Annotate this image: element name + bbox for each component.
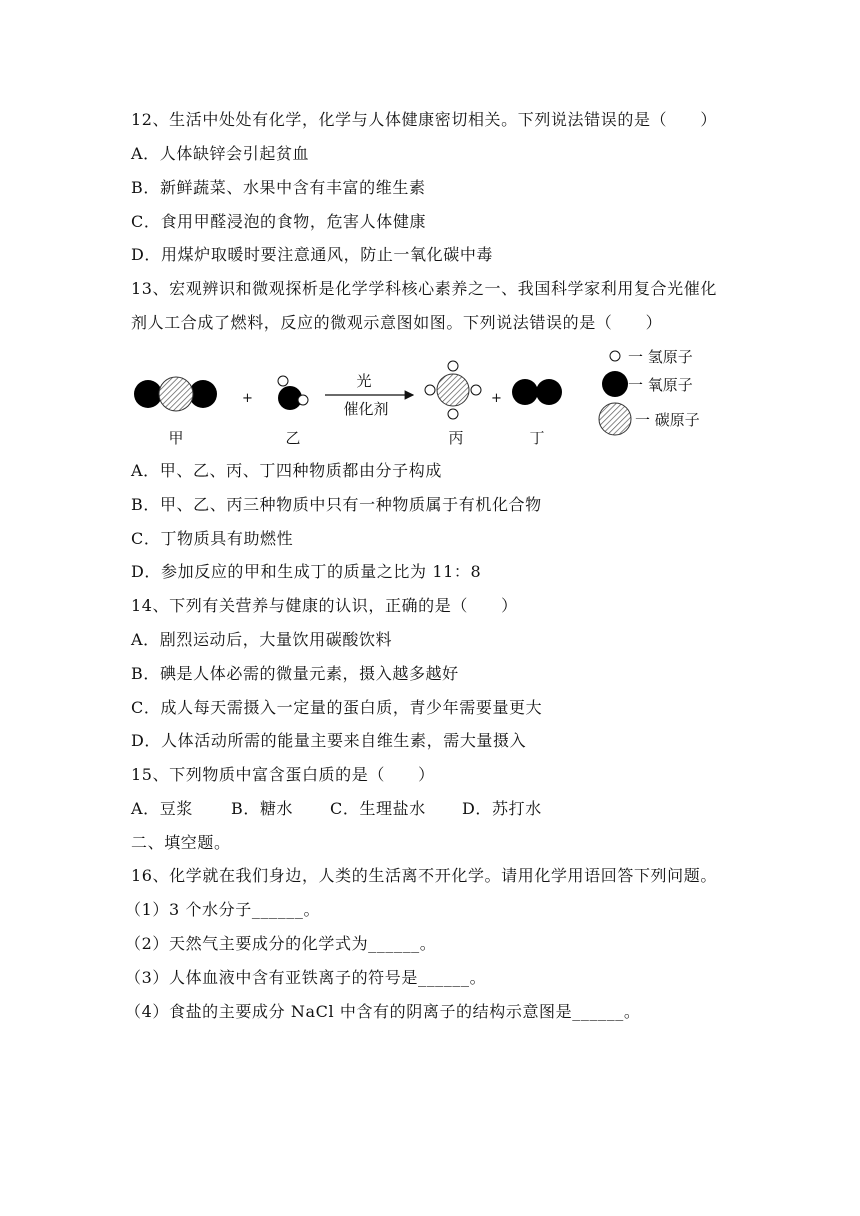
q12-option-a: A．人体缺锌会引起贫血 [131,144,310,163]
q12-option-d: D．用煤炉取暖时要注意通风，防止一氧化碳中毒 [131,245,494,264]
q16-part-3: （3）人体血液中含有亚铁离子的符号是______。 [125,968,487,987]
q16-part-2: （2）天然气主要成分的化学式为______。 [125,934,437,953]
reaction-diagram [128,348,718,454]
arrow-condition-light: 光 [356,372,372,390]
q15-option-c: C．生理盐水 [330,799,426,818]
hydrogen-atom [298,395,308,405]
q15-option-d: D．苏打水 [462,799,542,818]
q12-option-c: C．食用甲醛浸泡的食物，危害人体健康 [131,212,427,231]
q13-option-b: B．甲、乙、丙三种物质中只有一种物质属于有机化合物 [131,495,542,514]
oxygen-atom [512,379,538,405]
label-yi: 乙 [285,429,301,447]
q13-option-c: C．丁物质具有助燃性 [131,529,294,548]
q14-stem: 14、下列有关营养与健康的认识，正确的是（ ） [131,596,518,615]
arrow-condition-catalyst: 催化剂 [343,400,389,418]
q13-stem-line1: 13、宏观辨识和微观探析是化学学科核心素养之一、我国科学家利用复合光催化 [131,279,717,298]
q13-stem-line2: 剂人工合成了燃料，反应的微观示意图如图。下列说法错误的是（ ） [131,313,663,332]
hydrogen-atom [471,385,481,395]
molecule-jia [134,377,217,411]
reaction-arrow [325,372,413,418]
label-bing: 丙 [448,429,464,447]
legend-oxygen-icon [602,371,628,397]
legend-oxygen: 一 氧原子 [628,376,693,394]
q14-option-b: B．碘是人体必需的微量元素，摄入越多越好 [131,664,459,683]
plus-sign-1: + [242,391,253,406]
molecule-bing [425,361,481,419]
oxygen-atom [134,380,162,408]
plus-sign-2: + [491,391,502,406]
q16-stem: 16、化学就在我们身边，人类的生活离不开化学。请用化学用语回答下列问题。 [131,866,717,885]
label-ding: 丁 [529,429,545,447]
oxygen-atom [536,379,562,405]
molecule-yi [278,376,308,410]
carbon-atom [437,374,469,406]
legend-hydrogen: 一 氢原子 [628,348,693,366]
q14-option-c: C．成人每天需摄入一定量的蛋白质，青少年需要量更大 [131,698,543,717]
q13-option-d: D．参加反应的甲和生成丁的质量之比为 11：8 [131,562,482,581]
hydrogen-atom [278,376,288,386]
q15-options [131,799,542,819]
section-heading: 二、填空题。 [131,833,231,852]
hydrogen-atom [448,409,458,419]
q14-option-d: D．人体活动所需的能量主要来自维生素，需大量摄入 [131,731,527,750]
q13-option-a: A．甲、乙、丙、丁四种物质都由分子构成 [131,461,442,480]
molecule-ding [512,379,562,405]
carbon-atom [159,377,193,411]
q16-part-4: （4）食盐的主要成分 NaCl 中含有的阴离子的结构示意图是______。 [125,1002,641,1021]
legend-carbon: 一 碳原子 [635,411,700,429]
q15-option-a: A．豆浆 [131,799,193,818]
hydrogen-atom [448,361,458,371]
legend [599,348,700,435]
q14-option-a: A．剧烈运动后，大量饮用碳酸饮料 [131,630,393,649]
legend-carbon-icon [599,403,631,435]
legend-hydrogen-icon [610,351,620,361]
q15-option-b: B．糖水 [231,799,294,818]
q16-part-1: （1）3 个水分子______。 [125,900,321,919]
hydrogen-atom [425,385,435,395]
q12-stem: 12、生活中处处有化学，化学与人体健康密切相关。下列说法错误的是（ ） [131,110,717,129]
label-jia: 甲 [168,429,184,447]
q12-option-b: B．新鲜蔬菜、水果中含有丰富的维生素 [131,178,426,197]
q15-stem: 15、下列物质中富含蛋白质的是（ ） [131,765,435,784]
